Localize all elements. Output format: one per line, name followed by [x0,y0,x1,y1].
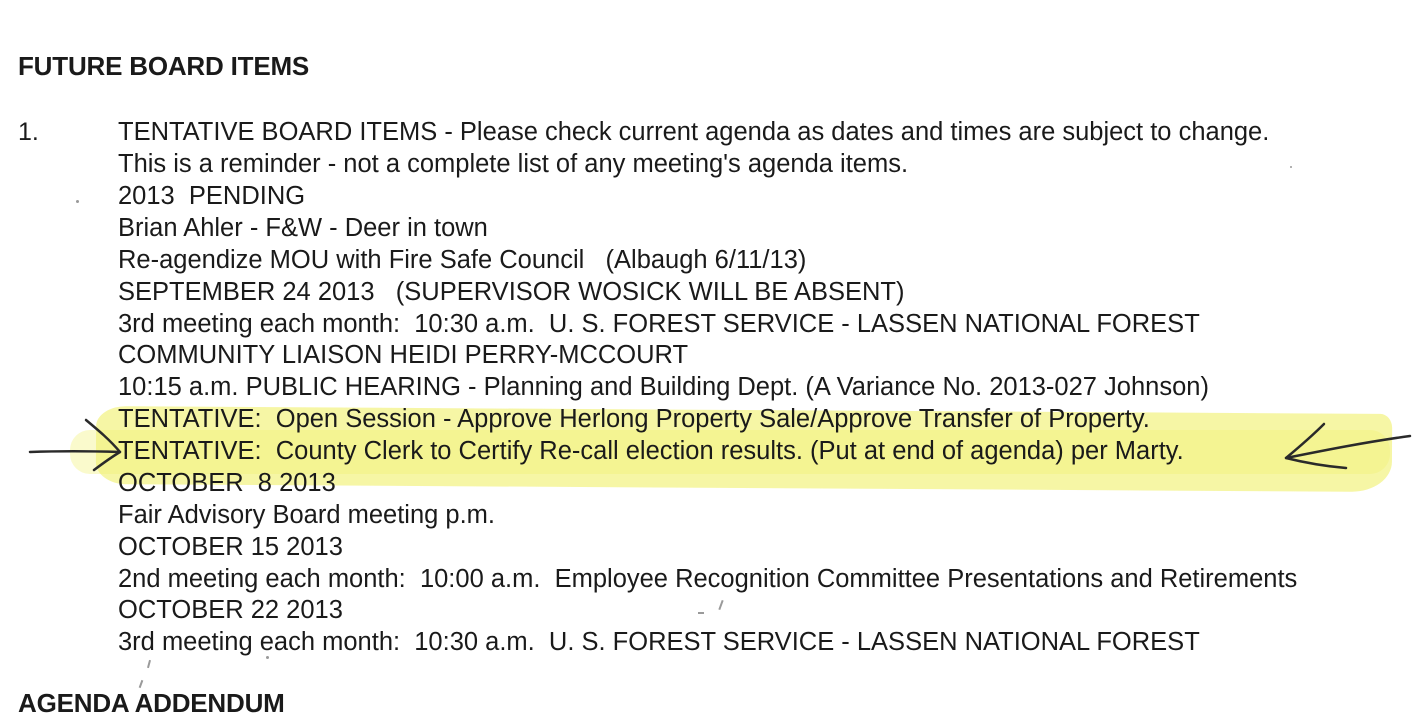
text-line: OCTOBER 15 2013 [118,533,343,561]
scan-speck [139,680,144,688]
text-line: 3rd meeting each month: 10:30 a.m. U. S. FOREST SERVICE - LASSEN NATIONAL FOREST [118,628,1200,656]
scan-speck [698,612,704,614]
section-heading-agenda-addendum: AGENDA ADDENDUM [18,688,285,718]
scan-speck [266,656,269,659]
hand-drawn-arrow-left-icon [1276,418,1412,474]
scan-speck [718,600,723,610]
text-line: OCTOBER 22 2013 [118,596,343,624]
text-line: 2nd meeting each month: 10:00 a.m. Employee Recognition Committee Presentations and Retirements [118,565,1298,593]
text-line: 10:15 a.m. PUBLIC HEARING - Planning and Building Dept. (A Variance No. 2013-027 Johnson) [118,373,1209,401]
text-line: SEPTEMBER 24 2013 (SUPERVISOR WOSICK WILL BE ABSENT) [118,278,905,306]
text-line: Brian Ahler - F&W - Deer in town [118,214,488,242]
text-line-highlighted: TENTATIVE: County Clerk to Certify Re-call election results. (Put at end of agenda) per Marty. [118,437,1184,465]
text-line: TENTATIVE: Open Session - Approve Herlong Property Sale/Approve Transfer of Property. [118,405,1150,433]
text-line: TENTATIVE BOARD ITEMS - Please check current agenda as dates and times are subject to change. [118,118,1270,146]
scan-speck [1290,166,1292,168]
text-line: 2013 PENDING [118,182,306,210]
scan-speck [147,660,151,668]
item-number: 1. [18,118,39,146]
text-line: 3rd meeting each month: 10:30 a.m. U. S. FOREST SERVICE - LASSEN NATIONAL FOREST [118,310,1200,338]
text-line: Fair Advisory Board meeting p.m. [118,501,495,529]
hand-drawn-arrow-right-icon [28,418,128,474]
text-line: OCTOBER 8 2013 [118,469,336,497]
text-line: This is a reminder - not a complete list of any meeting's agenda items. [118,150,909,178]
text-line: Re-agendize MOU with Fire Safe Council (Albaugh 6/11/13) [118,246,807,274]
scan-speck [76,200,79,203]
section-heading-future-board-items: FUTURE BOARD ITEMS [18,51,310,81]
text-line: COMMUNITY LIAISON HEIDI PERRY-MCCOURT [118,341,689,369]
